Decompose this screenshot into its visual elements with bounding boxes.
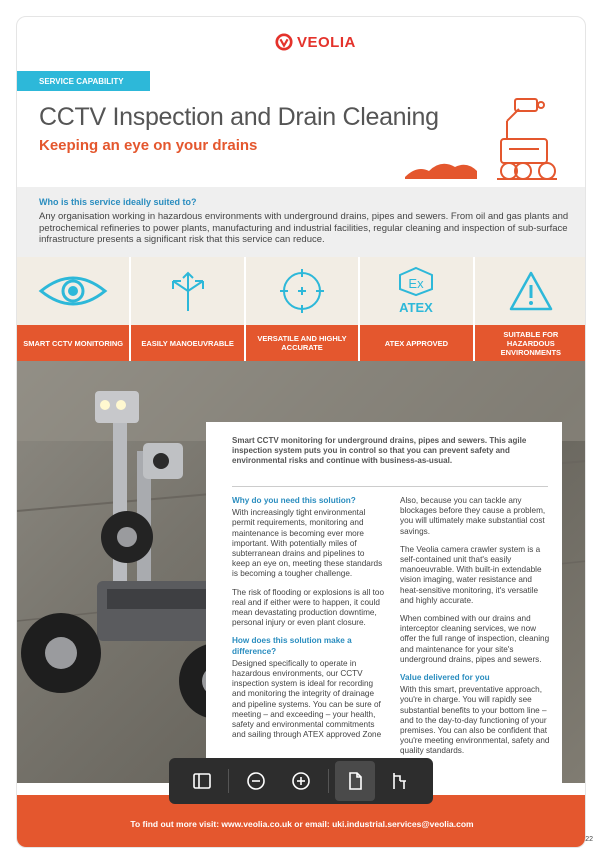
who-body: Any organisation working in hazardous environments with underground drains, pipes and sewers. From oil and gas plants and petrochemical refineries to power plants, manufacturing and industrial facilities, regular cleaning and inspection of sub-surface infrastructure presents a significant risk that this service can reduce.: [39, 211, 569, 245]
paragraph: The Veolia camera crawler system is a self-contained unit that's easily manoeuvrable. With built-in extendable vision imaging, water resistance and heat-sensitive monitoring, it's versatile and highly accurate.: [400, 544, 542, 605]
zoom-in-button[interactable]: [278, 758, 323, 804]
crosshair-icon: [278, 267, 326, 315]
directions-arrows-icon: [163, 269, 213, 313]
column-left: [232, 496, 384, 765]
service-tag: SERVICE CAPABILITY: [17, 71, 150, 91]
page-icon: [345, 771, 365, 791]
heading-why: Why do you need this solution?: [232, 496, 356, 505]
feature-smart-cctv: [17, 257, 131, 361]
toolbar-separator: [328, 769, 329, 793]
paragraph: With increasingly tight environmental permit requirements, monitoring and maintenance is becoming ever more important. With potentially miles of subterranean drains and pipelines to keep an eye on, meeting these standards is becoming a tougher challenge.: [232, 508, 383, 579]
divider: [232, 486, 548, 487]
feature-label: SMART CCTV MONITORING: [17, 325, 129, 361]
page-subtitle: Keeping an eye on your drains: [39, 137, 258, 154]
atex-symbol: Ex: [408, 276, 425, 291]
paragraph: When combined with our drains and interceptor cleaning services, we now offer the full range of inspection, cleaning and maintenance for your site's underground drains, pipes and sewers.: [400, 614, 550, 664]
fit-page-icon: [390, 771, 410, 791]
feature-label: EASILY MANOEUVRABLE: [131, 325, 243, 361]
feature-manoeuvrable: [131, 257, 245, 361]
paragraph: The risk of flooding or explosions is all too real and if either were to happen, it could mean devastating production downtime, personal injury or even plant closure.: [232, 587, 385, 628]
zoom-out-icon: [246, 771, 266, 791]
who-section: [17, 187, 586, 257]
brand-name: VEOLIA: [297, 33, 356, 51]
heading-value: Value delivered for you: [400, 673, 490, 683]
who-heading: Who is this service ideally suited to?: [39, 197, 197, 207]
page-title: CCTV Inspection and Drain Cleaning: [39, 103, 439, 131]
document-page: [16, 16, 586, 848]
single-page-button[interactable]: [333, 758, 378, 804]
column-right: [400, 496, 552, 765]
fit-page-button[interactable]: [378, 758, 423, 804]
text-panel: [206, 422, 562, 792]
veolia-logo: [275, 33, 356, 51]
paragraph: Also, because you can tackle any blockages before they cause a problem, you will ultimately make substantial cost savings.: [400, 496, 546, 536]
warning-icon: [508, 270, 554, 312]
page-number: 22: [585, 836, 593, 843]
intro-text: Smart CCTV monitoring for underground drains, pipes and sewers. This agile inspection system puts you in control so that you can prevent safety and environmental risks and continue with business-as-usual.: [232, 436, 527, 465]
toolbar-separator: [228, 769, 229, 793]
eye-icon: [38, 271, 108, 311]
feature-hazardous: [475, 257, 586, 361]
robot-illustration: [397, 93, 565, 193]
feature-atex: [360, 257, 474, 361]
paragraph: Designed specifically to operate in hazardous environments, our CCTV inspection system is ideal for recording and monitoring the integrity of drainage and pipeline systems. You can be sure of meeting – and exceeding – your health, safety and environmental commitments and sailing through ATEX approved Zone: [232, 658, 382, 740]
atex-icon: [390, 265, 442, 317]
feature-strip: [17, 257, 586, 361]
feature-versatile: [246, 257, 360, 361]
zoom-in-icon: [291, 771, 311, 791]
viewer-toolbar: [169, 758, 433, 804]
paragraph: With this smart, preventative approach, you're in charge. You will rapidly see substantial benefits to your bottom line – and to the day-to-day functioning of your premises. You can also be confident that you're meeting environmental, safety and quality standards.: [400, 685, 550, 756]
veolia-logo-icon: [275, 33, 293, 51]
sidebar-toggle-button[interactable]: [179, 758, 224, 804]
feature-label: SUITABLE FOR HAZARDOUS ENVIRONMENTS: [475, 325, 586, 361]
sidebar-icon: [192, 771, 212, 791]
heading-how: How does this solution make a difference?: [232, 636, 352, 656]
feature-label: ATEX APPROVED: [360, 325, 472, 361]
atex-text: ATEX: [399, 300, 434, 315]
zoom-out-button[interactable]: [233, 758, 278, 804]
feature-label: VERSATILE AND HIGHLY ACCURATE: [246, 325, 358, 361]
footer-contact: To find out more visit: www.veolia.co.uk or email: uki.industrial.services@veolia.com: [17, 795, 586, 848]
